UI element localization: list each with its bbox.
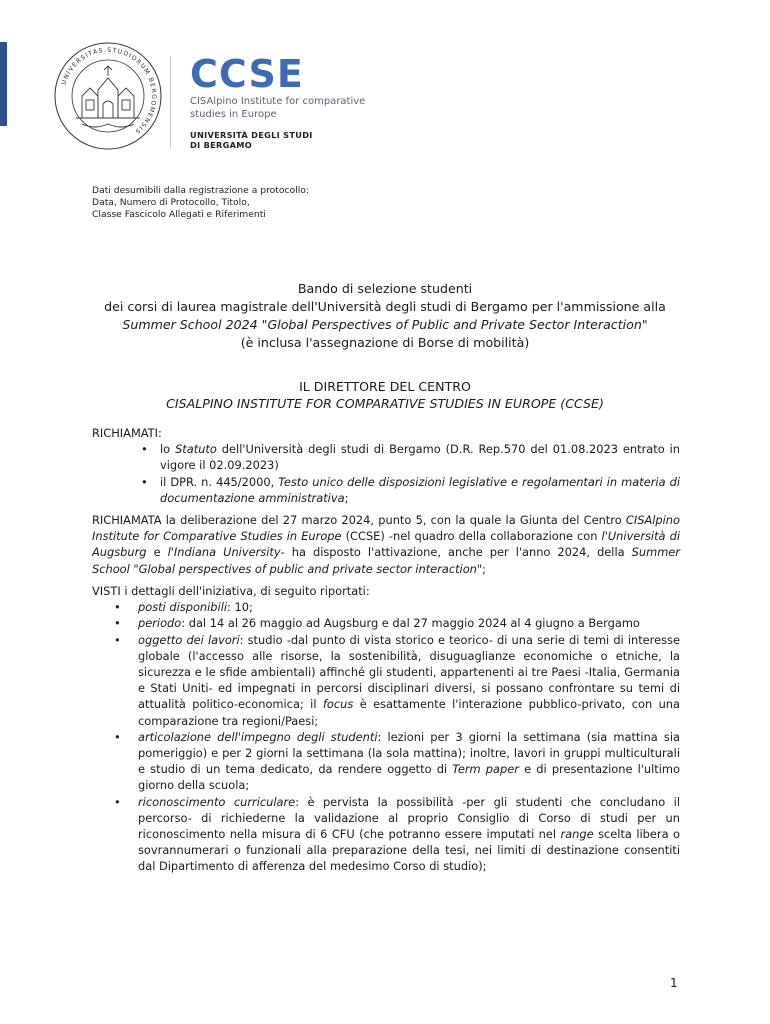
paragraph-text: - ha disposto l'attivazione, anche per l'anno 2024, della bbox=[280, 545, 632, 560]
paragraph-text: (CCSE) -nel quadro della collaborazione con bbox=[341, 529, 602, 544]
bullet-icon: • bbox=[114, 729, 121, 744]
page-edge-marker bbox=[0, 42, 7, 126]
document-title bbox=[80, 280, 690, 352]
page-number: 1 bbox=[670, 976, 678, 990]
paragraph-italic: l'Indiana University bbox=[167, 545, 281, 560]
item-text: : studio -dal punto di vista storico e teorico- di una serie di temi di interesse globale (l'accesso alle risorse, la sostenibilità, disuguaglianze economiche o etniche, la sicurezza e le sfide ambientali) affinché gli studenti, appartenenti ai tre Paesi -Italia, Germania e Stati Uniti- ed impegnati in percorsi disciplinari diversi, si possano confrontare su temi di attualità politico-economica; il bbox=[138, 632, 680, 712]
list-item bbox=[92, 632, 680, 729]
item-italic: range bbox=[560, 827, 594, 842]
item-text: lo bbox=[160, 442, 176, 457]
item-label: periodo bbox=[138, 616, 182, 631]
bullet-icon: • bbox=[141, 474, 148, 489]
visti-section bbox=[92, 583, 680, 875]
ccse-brand bbox=[190, 54, 365, 150]
item-text: : lezioni per 3 giorni la settimana (sia mattina sia pomeriggio) e per 2 giorni la settimana (la sola mattina); inoltre, lavori in gruppi multiculturali e studio di un tema dedicato, da rendere oggetto di bbox=[138, 729, 680, 777]
list-item bbox=[92, 794, 680, 875]
title-line2: dei corsi di laurea magistrale dell'Università degli studi di Bergamo per l'ammissione alla bbox=[104, 299, 666, 314]
richiamata-paragraph bbox=[92, 512, 680, 577]
item-label: riconoscimento curriculare bbox=[138, 794, 296, 809]
item-label: oggetto dei lavori bbox=[138, 632, 240, 647]
item-text: : dal 14 al 26 maggio ad Augsburg e dal 27 maggio 2024 al 4 giugno a Bergamo bbox=[181, 616, 640, 631]
bullet-icon: • bbox=[114, 794, 121, 809]
visti-list bbox=[92, 599, 680, 874]
protocol-line1: Dati desumibili dalla registrazione a protocollo: bbox=[92, 185, 310, 196]
item-text: scelta libera o sovrannumerari o funzionali alla preparazione della tesi, nei limiti di destinazione consentiti dal Dipartimento di afferenza del medesimo Corso di studio); bbox=[138, 827, 680, 874]
richiamati-list bbox=[92, 441, 680, 506]
university-name-line1: UNIVERSITÀ DEGLI STUDI bbox=[190, 130, 313, 140]
paragraph-italic: CISAlpino Institute for Comparative Studies in Europe bbox=[92, 513, 680, 544]
brand-title: CCSE bbox=[190, 52, 304, 96]
item-text: : è pervista la possibilità -per gli studenti che concludano il percorso- di richiederne la validazione al proprio Consiglio di Corso di studi per un riconoscimento nella misura di 6 CFU (che potranno essere imputati nel bbox=[138, 794, 680, 842]
list-item bbox=[92, 599, 680, 615]
item-text: dell'Università degli studi di Bergamo (D.R. Rep.570 del 01.08.2023 entrato in vigore il 02.09.2023) bbox=[160, 442, 680, 473]
paragraph-text: e bbox=[146, 545, 168, 560]
item-label: posti disponibili bbox=[138, 600, 228, 615]
richiamati-section bbox=[92, 425, 680, 506]
seal-text: UNIVERSITAS STUDIORUM BERGOMENSIS bbox=[60, 46, 158, 136]
protocol-note bbox=[92, 185, 309, 221]
paragraph-italic: l'Università di Augsburg bbox=[92, 529, 681, 560]
item-text: e di presentazione l'ultimo giorno della scuola; bbox=[138, 762, 680, 793]
item-text: il DPR. n. 445/2000, bbox=[160, 474, 279, 489]
item-italic: Testo unico delle disposizioni legislative e regolamentari in materia di documentazione amministrativa bbox=[160, 474, 680, 505]
university-name-line2: DI BERGAMO bbox=[190, 140, 252, 150]
bullet-icon: • bbox=[114, 600, 121, 615]
director-heading bbox=[80, 378, 690, 412]
item-label: articolazione dell'impegno degli studenti bbox=[138, 729, 378, 744]
list-item bbox=[92, 615, 680, 631]
item-text: è esattamente l'interazione pubblico-privato, con una comparazione tra regioni/Paesi; bbox=[138, 697, 680, 728]
paragraph-text: ; bbox=[482, 561, 486, 576]
title-line4: (è inclusa l'assegnazione di Borse di mobilità) bbox=[240, 335, 530, 350]
header-divider bbox=[170, 56, 171, 148]
title-line1: Bando di selezione studenti bbox=[297, 281, 473, 296]
list-item bbox=[92, 729, 680, 794]
item-italic: focus bbox=[322, 697, 354, 712]
brand-subtitle-line2: studies in Europe bbox=[190, 109, 277, 120]
director-line1: IL DIRETTORE DEL CENTRO bbox=[299, 379, 471, 394]
university-seal-logo bbox=[52, 40, 164, 152]
item-text: ; bbox=[344, 490, 349, 505]
item-text: : 10; bbox=[227, 600, 253, 615]
title-line3: Summer School 2024 "Global Perspectives of Public and Private Sector Interaction" bbox=[122, 317, 648, 332]
richiamati-heading: RICHIAMATI: bbox=[92, 426, 162, 440]
list-item bbox=[92, 441, 680, 473]
brand-subtitle-line1: CISAlpino Institute for comparative bbox=[190, 96, 366, 107]
item-italic: Statuto bbox=[175, 442, 217, 457]
list-item bbox=[92, 474, 680, 506]
paragraph-italic: Summer School "Global perspectives of public and private sector interaction" bbox=[92, 545, 680, 576]
protocol-line3: Classe Fascicolo Allegati e Riferimenti bbox=[92, 209, 266, 220]
item-italic: Term paper bbox=[452, 762, 519, 777]
bullet-icon: • bbox=[114, 616, 121, 631]
director-line2: CISALPINO INSTITUTE FOR COMPARATIVE STUDIES IN EUROPE (CCSE) bbox=[166, 396, 604, 411]
bullet-icon: • bbox=[141, 442, 148, 457]
visti-heading: VISTI i dettagli dell'iniziativa, di seguito riportati: bbox=[92, 584, 370, 598]
protocol-line2: Data, Numero di Protocollo, Titolo, bbox=[92, 197, 250, 208]
paragraph-text: RICHIAMATA la deliberazione del 27 marzo 2024, punto 5, con la quale la Giunta del Centro bbox=[92, 513, 626, 527]
bullet-icon: • bbox=[114, 632, 121, 647]
